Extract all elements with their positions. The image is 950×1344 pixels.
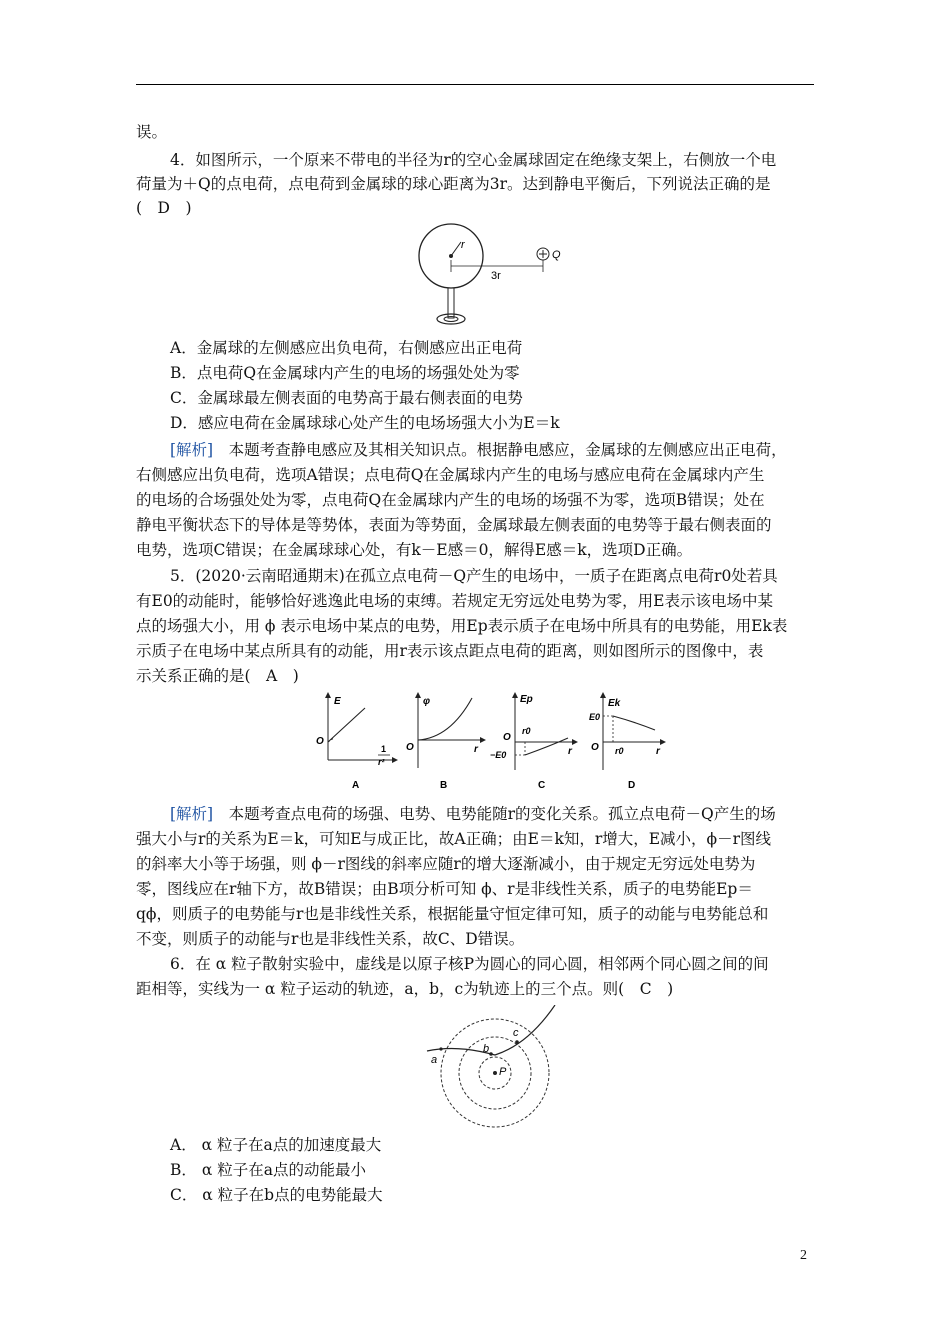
svg-text:r: r	[474, 744, 478, 755]
q4-option-c: C．金属球最左侧表面的电势高于最右侧表面的电势	[170, 389, 523, 407]
q4-option-b: B．点电荷Q在金属球内产生的电场的场强处处为零	[170, 364, 520, 382]
svg-text:D: D	[628, 780, 636, 791]
q6-option-a: A． α 粒子在a点的加速度最大	[170, 1136, 382, 1154]
svg-text:E0: E0	[589, 712, 601, 722]
svg-text:r: r	[568, 746, 572, 757]
svg-text:c: c	[513, 1027, 519, 1039]
alpha-trajectory	[427, 1005, 555, 1055]
analysis-text: 本题考查点电荷的场强、电势、电势能随r的变化关系。孤立点电荷－Q产生的场	[213, 805, 776, 823]
svg-text:Ep: Ep	[520, 694, 533, 705]
q5-stem-line2: 有E0的动能时，能够恰好逃逸此电场的束缚。若规定无穷远处电势为零，用E表示该电场中某	[136, 592, 773, 610]
q5-analysis-line3: 的斜率大小等于场强，则 ϕ－r图线的斜率应随r的增大逐渐减小，由于规定无穷远处电势为	[136, 855, 756, 873]
q5-analysis-line2: 强大小与r的关系为E＝k，可知E与成正比，故A正确；由E＝k知，r增大，E减小，ϕ－r图线	[136, 830, 772, 848]
q4-answer: ( D )	[136, 199, 192, 217]
svg-text:Ek: Ek	[608, 698, 621, 709]
q5-stem-line3: 点的场强大小，用 ϕ 表示电场中某点的电势，用Ep表示质子在电场中所具有的电势能，用Ek表	[136, 617, 788, 635]
q5-analysis-line5: qϕ，则质子的电势能与r也是非线性关系，根据能量守恒定律可知，质子的动能与电势能总和	[136, 905, 769, 923]
q5-analysis-line6: 不变，则质子的动能与r也是非线性关系，故C、D错误。	[136, 930, 525, 948]
graph-a	[316, 692, 398, 791]
q4-figure	[415, 222, 575, 330]
analysis-text: 本题考查静电感应及其相关知识点。根据静电感应，金属球的左侧感应出正电荷，	[213, 441, 787, 459]
q6-stem-line2: 距相等，实线为一 α 粒子运动的轨迹，a，b，c为轨迹上的三个点。则( C )	[136, 980, 674, 998]
analysis-tag: [解析]	[170, 441, 214, 459]
q4-stem-line2: 荷量为＋Q的点电荷，点电荷到金属球的球心距离为3r。达到静电平衡后，下列说法正确的是	[136, 175, 771, 193]
q5-stem-line1: 5．(2020·云南昭通期末)在孤立点电荷－Q产生的电场中，一质子在距离点电荷r0处若具	[170, 567, 778, 585]
svg-text:a: a	[431, 1054, 438, 1066]
graph-a-curve	[328, 708, 365, 742]
point-a-dot	[439, 1047, 442, 1050]
q4-analysis-line2: 右侧感应出负电荷，选项A错误；点电荷Q在金属球内产生的电场与感应电荷在金属球内产生	[136, 466, 765, 484]
svg-text:A: A	[352, 780, 360, 791]
q4-analysis-line5: 电势，选项C错误；在金属球球心处，有k－E感＝0，解得E感＝k，选项D正确。	[136, 541, 693, 559]
svg-text:O: O	[406, 742, 414, 753]
svg-text:r: r	[656, 746, 660, 757]
q5-analysis-line1	[170, 802, 850, 826]
q6-figure	[425, 1005, 565, 1131]
svg-text:O: O	[316, 736, 324, 747]
svg-text:C: C	[538, 780, 546, 791]
graph-d-curve	[613, 716, 655, 730]
q6-stem-line1: 6．在 α 粒子散射实验中，虚线是以原子核P为圆心的同心圆，相邻两个同心圆之间的间	[170, 955, 769, 973]
svg-text:O: O	[591, 742, 599, 753]
charge-label: Q	[552, 249, 561, 261]
analysis-tag: [解析]	[170, 805, 214, 823]
svg-text:r²: r²	[378, 757, 385, 767]
q4-stem-line1: 4．如图所示，一个原来不带电的半径为r的空心金属球固定在绝缘支架上，右侧放一个电	[170, 151, 777, 169]
graph-c	[490, 692, 578, 791]
svg-text:1: 1	[381, 744, 387, 754]
q5-stem-line5: 示关系正确的是( A )	[136, 667, 299, 685]
q4-analysis-line4: 静电平衡状态下的导体是等势体，表面为等势面，金属球最左侧表面的电势等于最右侧表面的	[136, 516, 772, 534]
q5-stem-line4: 示质子在电场中某点所具有的动能，用r表示该点距点电荷的距离，则如图所示的图像中，表	[136, 642, 764, 660]
svg-text:B: B	[440, 780, 448, 791]
page-number: 2	[800, 1248, 807, 1263]
point-c-dot	[515, 1040, 519, 1044]
graph-c-curve	[525, 738, 568, 755]
q4-analysis-line1	[170, 438, 850, 462]
q6-option-b: B． α 粒子在a点的动能最小	[170, 1161, 366, 1179]
graph-d	[589, 692, 666, 791]
q4-analysis-line3: 的电场的合场强处处为零，点电荷Q在金属球内产生的电场的场强不为零，选项B错误；处在	[136, 491, 765, 509]
header-rule	[136, 84, 814, 85]
graph-b	[406, 692, 486, 791]
point-b-dot	[489, 1052, 493, 1056]
text-line: 误。	[136, 123, 168, 141]
q5-analysis-line4: 零，图线应在r轴下方，故B错误；由B项分析可知 ϕ、r是非线性关系，质子的电势能Ep＝	[136, 880, 753, 898]
svg-text:E: E	[334, 696, 341, 707]
q5-graphs-figure	[310, 690, 680, 796]
stand-base	[437, 314, 465, 324]
q4-option-d: D．感应电荷在金属球球心处产生的电场场强大小为E＝k	[170, 414, 560, 432]
svg-text:r0: r0	[615, 746, 624, 756]
q6-option-c: C． α 粒子在b点的电势能最大	[170, 1186, 383, 1204]
svg-text:b: b	[483, 1043, 490, 1055]
svg-text:φ: φ	[423, 696, 431, 707]
q4-option-a: A．金属球的左侧感应出负电荷，右侧感应出正电荷	[170, 339, 523, 357]
distance-label: 3r	[491, 270, 501, 282]
svg-text:r0: r0	[522, 726, 531, 736]
svg-text:O: O	[503, 732, 511, 743]
svg-text:−E0: −E0	[490, 750, 507, 760]
svg-text:P: P	[499, 1066, 507, 1078]
nucleus-p	[493, 1071, 497, 1075]
radius-label: r	[461, 239, 465, 251]
